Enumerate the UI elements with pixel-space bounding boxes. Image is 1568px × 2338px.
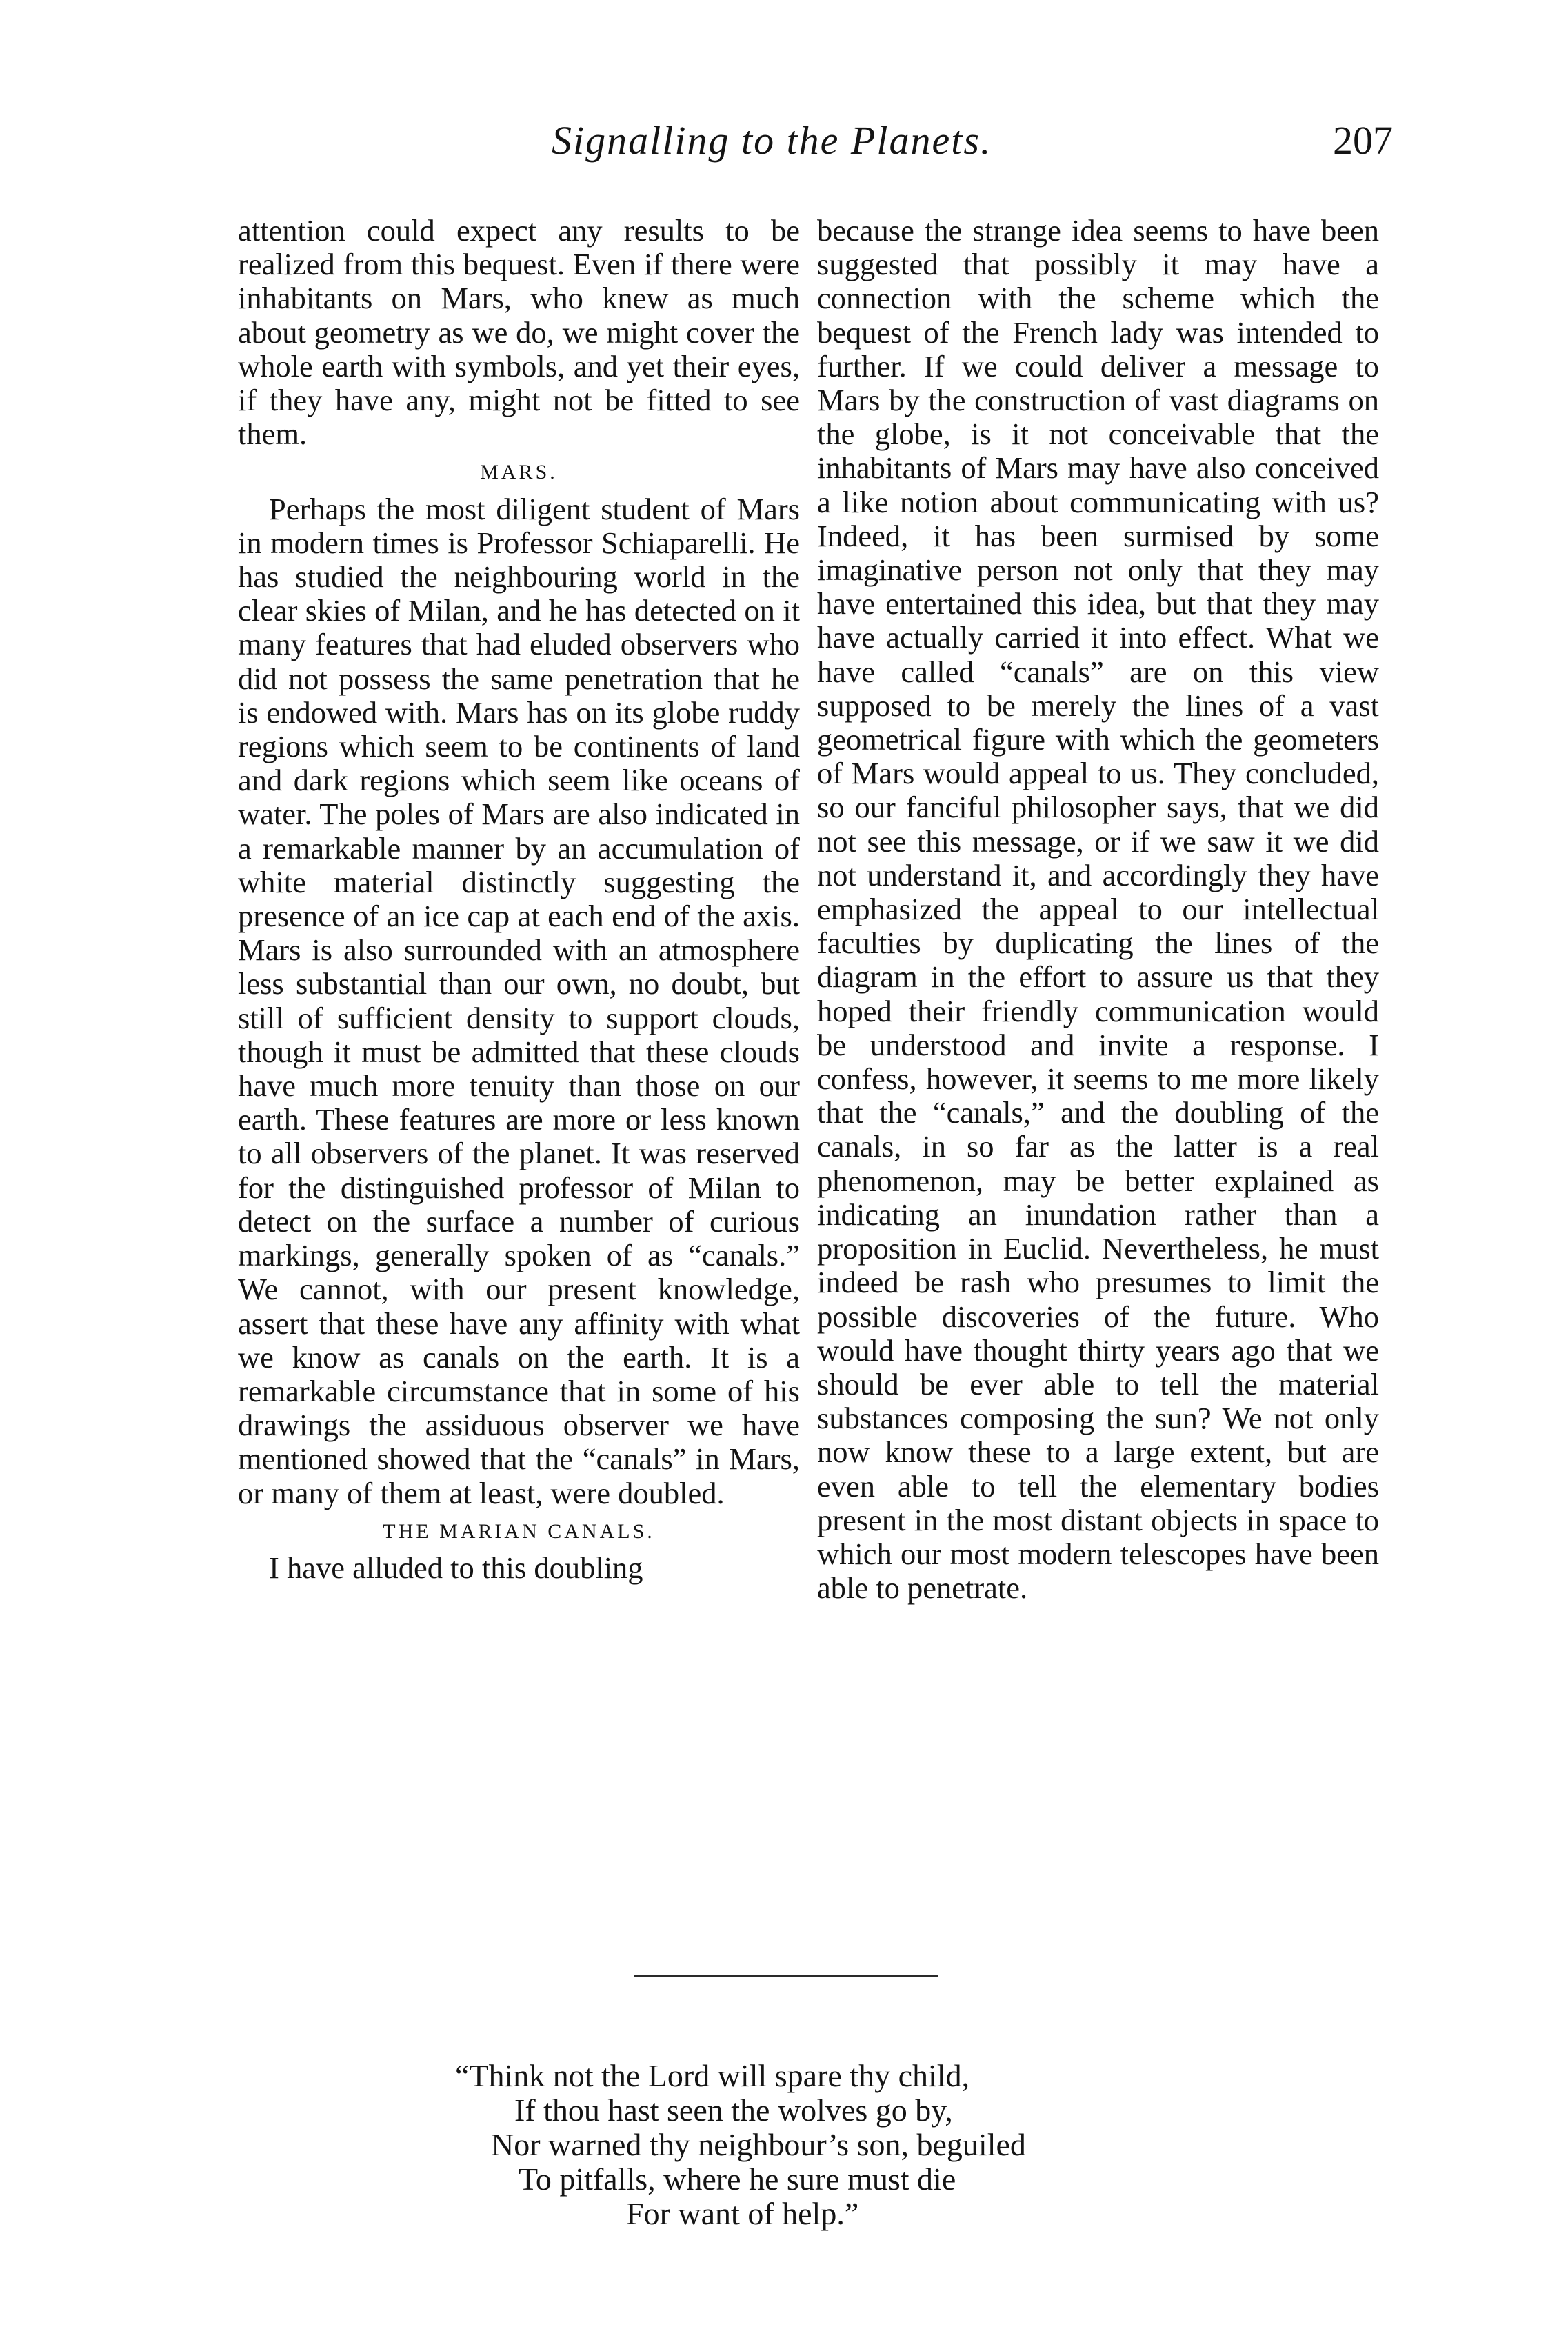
paragraph-doubling-continued: because the strange idea seems to have been suggested that possibly it may have a connection with the scheme which the bequest of the French lady was intended to further. If we could deliver a message to Mars by the construction of vast diagrams on the globe, is it not conceivable that the inhabitants of Mars may have also conceived a like notion about communicating with us? Indeed, it has been surmised by some imaginative person not only that they may have entertained this idea, but that they may have actually carried it into effect. What we have called “canals” are on this view supposed to be merely the lines of a vast geometrical figure with which the geometers of Mars would appeal to us. They concluded, so our fanciful philosopher says, that we did not see this message, or if we saw it we did not understand it, and accordingly they have emphasized the appeal to our intellectual faculties by duplicating the lines of the diagram in the effort to assure us that they hoped their friendly communication would be understood and invite a response. I confess, however, it seems to me more likely that the “canals,” and the doubling of the canals, in so far as the latter is a real phenomenon, may be better explained as indicating an inundation rather than a proposition in Euclid. Nevertheless, he must indeed be rash who presumes to limit the possible discoveries of the future. Who would have thought thirty years ago that we should be ever able to tell the material substances composing the sun? We not only now know these to a large extent, but are even able to tell the elementary bodies present in the most distant objects in space to which our most modern telescopes have been able to penetrate. [817, 213, 1379, 1606]
right-column [817, 214, 1379, 1605]
paragraph-bequest-end: attention could expect any results to be realized from this bequest. Even if there were inhabitants on Mars, who knew as much about geometry as we do, we might cover the whole earth with symbols, and yet their eyes, if they have any, might not be fitted to see them. [238, 213, 800, 452]
section-heading-mars: MARS. [480, 461, 558, 484]
poem-line: Nor warned thy neighbour’s son, beguiled [491, 2127, 1026, 2162]
left-column [238, 214, 800, 1585]
page-header [234, 117, 1393, 179]
paragraph-schiaparelli: Perhaps the most diligent student of Mars in modern times is Professor Schiaparelli. He has studied the neighbouring world in the clear skies of Milan, and he has detected on it many features that had eluded observers who did not possess the same penetration that he is endowed with. Mars has on its globe ruddy regions which seem to be continents of land and dark regions which seem like oceans of water. The poles of Mars are also indicated in a remarkable manner by an accumulation of white material distinctly suggesting the presence of an ice cap at each end of the axis. Mars is also surrounded with an atmosphere less substantial than our own, no doubt, but still of sufficient density to support clouds, though it must be admitted that these clouds have much more tenuity than those on our earth. These features are more or less known to all observers of the planet. It was reserved for the distinguished professor of Milan to detect on the surface a number of curious markings, generally spoken of as “canals.” We cannot, with our present knowledge, assert that these have any affinity with what we know as canals on the earth. It is a remarkable circumstance that in some of his drawings the assiduous observer we have mentioned showed that the “canals” in Mars, or many of them at least, were doubled. [238, 491, 800, 1510]
section-divider-rule [634, 1975, 938, 1977]
poem-line: To pitfalls, where he sure must die [519, 2161, 956, 2197]
poem-line: For want of help.” [626, 2196, 859, 2231]
poem-line: “Think not the Lord will spare thy child, [455, 2058, 970, 2093]
section-heading-marian-canals: THE MARIAN CANALS. [383, 1519, 655, 1543]
running-title: Signalling to the Planets. [552, 118, 992, 163]
page-number: 207 [1333, 118, 1393, 163]
paragraph-doubling-start: I have alluded to this doubling [269, 1550, 643, 1585]
poem-epigraph [414, 2059, 1172, 2231]
poem-line: If thou hast seen the wolves go by, [514, 2092, 953, 2128]
